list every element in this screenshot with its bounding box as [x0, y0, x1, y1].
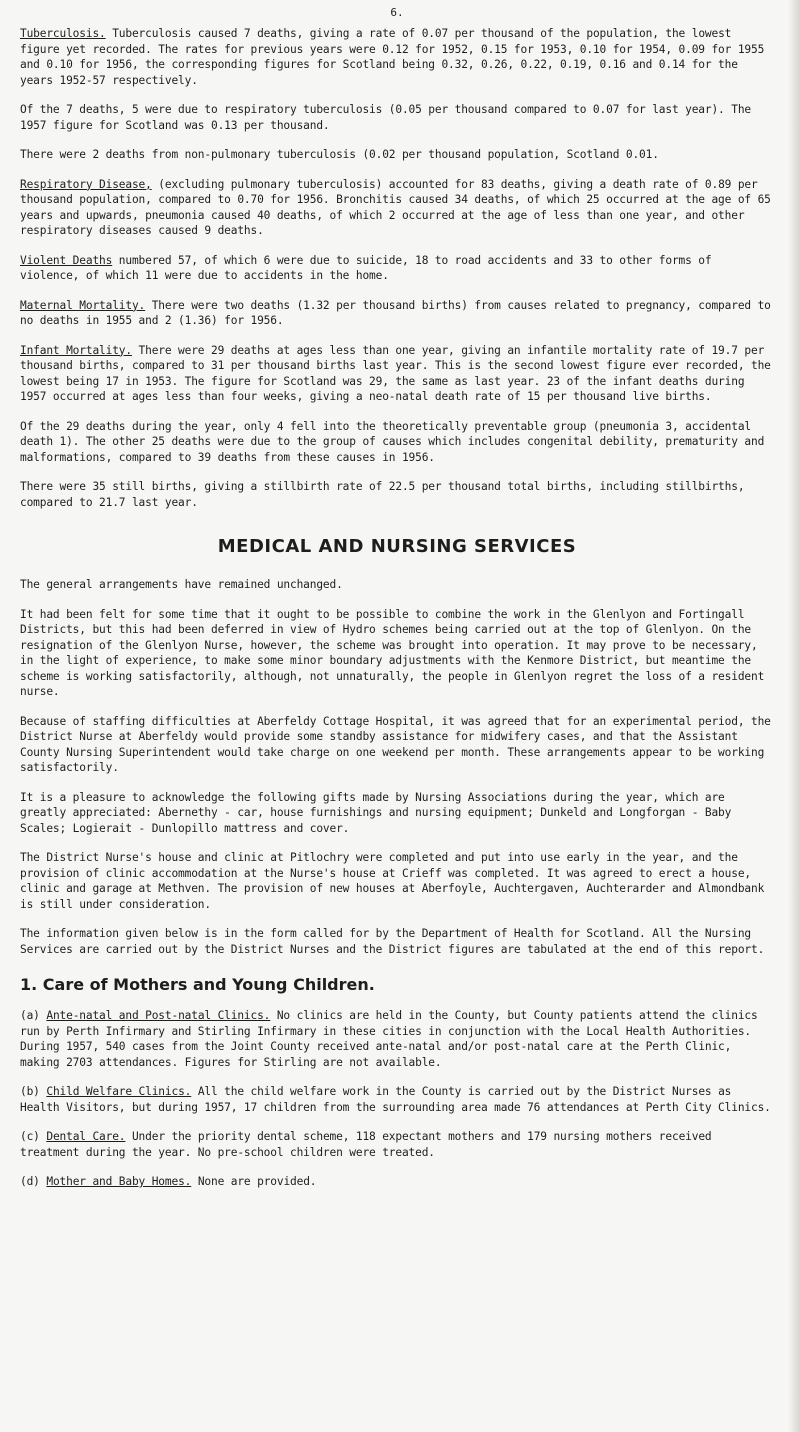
- item-text: No clinics are held in the County, but County patients attend the clinics run by Perth Infirmary and Stirling Infirmary in these cities in conjunction with the Local Health Authorities. During 1957, 540 cases from the Joint County received ante-natal and/or post-natal care at the Perth Clinic, making 2703 attendances. Figures for Stirling are not available.: [20, 1009, 758, 1069]
- paragraph-tuberculosis: [20, 26, 774, 88]
- section-title: MEDICAL AND NURSING SERVICES: [217, 536, 577, 557]
- paragraph-non-pulmonary-tb: [20, 147, 774, 163]
- paragraph-respiratory-disease: [20, 177, 774, 239]
- paragraph-aberfeldy: Because of staffing difficulties at Aberfeldy Cottage Hospital, it was agreed that for an experimental period, the District Nurse at Aberfeldy would provide some standby assistance for midwifery cases, and that the Assistant County Nursing Superintendent would take charge on one weekend per month. These arrangements appear to be working satisfactorily.: [20, 714, 771, 774]
- paragraph-text: numbered 57, of which 6 were due to suicide, 18 to road accidents and 33 to other forms of violence, of which 11 were due to accidents in the home.: [20, 253, 712, 282]
- paragraph-text: Of the 7 deaths, 5 were due to respiratory tuberculosis (0.05 per thousand compared to 0.07 for last year). The 1957 figure for Scotland was 0.13 per thousand.: [20, 103, 751, 132]
- item-child-welfare: [20, 1084, 774, 1115]
- paragraph-violent-deaths: [20, 253, 774, 284]
- paragraph-maternal-mortality: [20, 298, 774, 329]
- heading-respiratory-disease: Respiratory Disease,: [20, 177, 152, 191]
- paragraph-text: There were 35 still births, giving a stillbirth rate of 22.5 per thousand total births, including stillbirths, compared to 21.7 last year.: [20, 480, 745, 509]
- paragraph-preventable-deaths: [20, 419, 774, 466]
- item-dental-care: [20, 1129, 774, 1160]
- paragraph-text: Of the 29 deaths during the year, only 4 fell into the theoretically preventable group (pneumonia 3, accidental death 1). The other 25 deaths were due to the group of causes which includes congenital debility, prematurity and malformations, compared to 39 deaths from these causes in 1956.: [20, 419, 765, 464]
- paragraph-information: The information given below is in the form called for by the Department of Health for Scotland. All the Nursing Services are carried out by the District Nurses and the District figures are tabulated at the end of this report.: [20, 927, 765, 956]
- item-label: (d): [20, 1175, 40, 1188]
- item-text: Under the priority dental scheme, 118 expectant mothers and 179 nursing mothers received treatment during the year. No pre-school children were treated.: [20, 1130, 712, 1159]
- care-items: [20, 1008, 774, 1190]
- paragraph-arrangements: The general arrangements have remained unchanged.: [20, 578, 343, 591]
- heading-infant-mortality: Infant Mortality.: [20, 343, 132, 357]
- statistics-section: [20, 26, 774, 510]
- item-mother-baby-homes: [20, 1174, 774, 1190]
- item-heading: Ante-natal and Post-natal Clinics.: [46, 1009, 271, 1022]
- item-label: (b): [20, 1085, 40, 1098]
- paragraph-text: There were 2 deaths from non-pulmonary tuberculosis (0.02 per thousand population, Scotland 0.01.: [20, 148, 659, 161]
- item-heading: Mother and Baby Homes.: [46, 1175, 192, 1188]
- paragraph-nurse-houses: The District Nurse's house and clinic at Pitlochry were completed and put into use early in the year, and the provision of clinic accommodation at the Nurse's house at Crieff was completed. It was agreed to erect a house, clinic and garage at Methven. The provision of new houses at Aberfoyle, Auchtergaven, Auchterarder and Almondbank is still under consideration.: [20, 851, 765, 911]
- page-edge-shadow: [788, 0, 800, 1432]
- heading-violent-deaths: Violent Deaths: [20, 253, 113, 267]
- subheading-care-of-mothers: 1. Care of Mothers and Young Children.: [20, 975, 375, 994]
- paragraph-text: Tuberculosis caused 7 deaths, giving a rate of 0.07 per thousand of the population, the lowest figure yet recorded. The rates for previous years were 0.12 for 1952, 0.15 for 1953, 0.10 for 1954, 0.09 for 1955 and 0.10 for 1956, the corresponding figures for Scotland being 0.32, 0.26, 0.22, 0.19, 0.16 and 0.14 for the years 1952-57 respectively.: [20, 27, 765, 87]
- page-number: 6.: [390, 6, 404, 19]
- item-text: None are provided.: [191, 1175, 317, 1188]
- paragraph-respiratory-tb: [20, 102, 774, 133]
- item-heading: Child Welfare Clinics.: [46, 1085, 192, 1098]
- paragraph-text: There were 29 deaths at ages less than one year, giving an infantile mortality rate of 19.7 per thousand births, compared to 31 per thousand births last year. This is the second lowest figure ever recorded, the lowest being 17 in 1953. The figure for Scotland was 29, the same as last year. 23 of the infant deaths during 1957 occurred at ages less than four weeks, giving a neo-natal death rate of 15 per thousand live births.: [20, 343, 771, 403]
- heading-tuberculosis: Tuberculosis.: [20, 27, 106, 40]
- paragraph-text: (excluding pulmonary tuberculosis) accounted for 83 deaths, giving a death rate of 0.89 per thousand population, compared to 0.70 for 1956. Bronchitis caused 34 deaths, of which 25 occurred at the age of 65 years and upwards, pneumonia caused 40 deaths, of which 2 occurred at the age of less than one year, and other respiratory diseases caused 9 deaths.: [20, 177, 771, 237]
- paragraph-text: There were two deaths (1.32 per thousand births) from causes related to pregnancy, compared to no deaths in 1955 and 2 (1.36) for 1956.: [20, 298, 771, 327]
- paragraph-still-births: [20, 479, 774, 510]
- services-section: [20, 577, 774, 957]
- item-heading: Dental Care.: [46, 1130, 126, 1143]
- item-label: (a): [20, 1009, 40, 1022]
- heading-maternal-mortality: Maternal Mortality.: [20, 298, 146, 312]
- item-label: (c): [20, 1130, 40, 1143]
- item-antenatal: [20, 1008, 774, 1070]
- paragraph-glenlyon: It had been felt for some time that it ought to be possible to combine the work in the Glenlyon and Fortingall Districts, but this had been deferred in view of Hydro schemes being carried out at the top of Glenlyon. On the resignation of the Glenlyon Nurse, however, the scheme was brought into operation. It may prove to be necessary, in the light of experience, to make some minor boundary adjustments with the Kenmore District, but meantime the scheme is working satisfactorily, although, not unnaturally, the people in Glenlyon regret the loss of a resident nurse.: [20, 607, 765, 698]
- paragraph-infant-mortality: [20, 343, 774, 405]
- item-text: All the child welfare work in the County is carried out by the District Nurses as Health Visitors, but during 1957, 17 children from the surrounding area made 76 attendances at Perth City Clinics.: [20, 1085, 771, 1114]
- paragraph-gifts: It is a pleasure to acknowledge the following gifts made by Nursing Associations during the year, which are greatly appreciated: Abernethy - car, house furnishings and nursing equipment; Dunkeld and Longforgan - Baby Scales; Logierait - Dunlopillo mattress and cover.: [20, 790, 732, 835]
